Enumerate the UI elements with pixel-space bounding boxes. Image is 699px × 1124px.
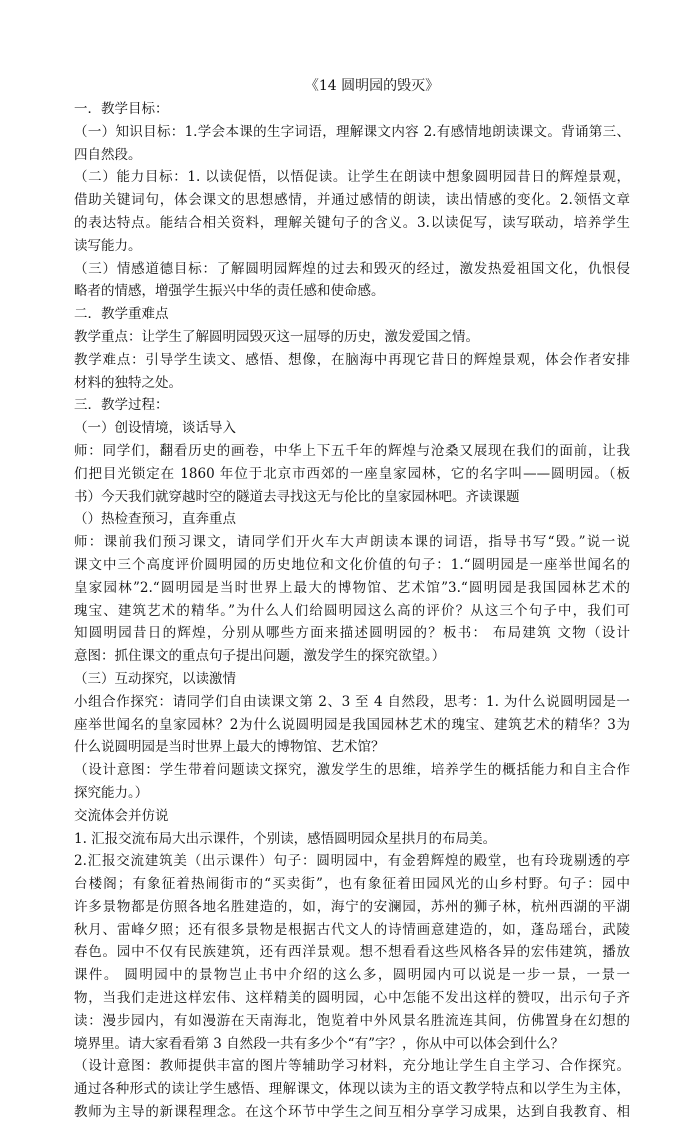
text-line: 借助关键词句，体会课文的思想感情，并通过感情的朗读，读出情感的变化。2.领悟文章 bbox=[74, 192, 630, 209]
document-body bbox=[74, 98, 630, 1124]
text-line: 三．教学过程： bbox=[74, 397, 169, 414]
text-line: 交流体会并仿说 bbox=[74, 807, 169, 824]
text-line: 知圆明园昔日的辉煌，分别从哪些方面来描述圆明园的？板书： 布局建筑 文物（设计 bbox=[74, 625, 630, 642]
text-line: （三）情感道德目标：了解圆明园辉煌的过去和毁灭的经过，激发热爱祖国文化，仇恨侵 bbox=[74, 260, 630, 277]
text-line: （二）能力目标：1. 以读促悟，以悟促读。让学生在朗读中想象圆明园昔日的辉煌景观， bbox=[74, 169, 630, 186]
text-line: 教学难点：引导学生读文、感悟、想像，在脑海中再现它昔日的辉煌景观，体会作者安排 bbox=[74, 351, 630, 368]
text-line: （设计意图：学生带着问题读文探究，激发学生的思维，培养学生的概括能力和自主合作 bbox=[74, 762, 630, 779]
text-line: 探究能力。） bbox=[74, 784, 149, 801]
text-line: （一）知识目标：1.学会本课的生字词语，理解课文内容 2.有感情地朗读课文。背诵第三、 bbox=[74, 123, 630, 140]
text-line: 书）今天我们就穿越时空的隧道去寻找这无与伦比的皇家园林吧。齐读课题 bbox=[74, 488, 520, 505]
text-line: 台楼阁；有象征着热闹街市的“买卖街”，也有象征着田园风光的山乡村野。句子：园中 bbox=[74, 876, 630, 893]
text-line: 一．教学目标： bbox=[74, 101, 169, 117]
text-line: 物，当我们走进这样宏伟、这样精美的圆明园，心中怎能不发出这样的赞叹，出示句子齐 bbox=[74, 990, 630, 1007]
text-line: 二．教学重难点 bbox=[74, 306, 169, 323]
text-line: 的表达特点。能结合相关资料，理解关键句子的含义。3.以读促写，读写联动，培养学生 bbox=[74, 214, 630, 231]
text-line: 师：同学们，翻看历史的画卷，中华上下五千年的辉煌与沧桑又展现在我们的面前，让我 bbox=[74, 442, 630, 459]
document-page bbox=[74, 74, 630, 1124]
text-line: 师：课前我们预习课文，请同学们开火车大声朗读本课的词语，指导书写“毁。”说一说 bbox=[74, 534, 630, 551]
text-line: 1. 汇报交流布局大出示课件，个别读，感悟圆明园众星拱月的布局美。 bbox=[74, 830, 497, 847]
text-line: 秋月、雷峰夕照；还有很多景物是根据古代文人的诗情画意建造的，如，蓬岛瑶台，武陵 bbox=[74, 921, 630, 938]
text-line: 2.汇报交流建筑美（出示课件）句子：圆明园中，有金碧辉煌的殿堂，也有玲珑剔透的亭 bbox=[74, 853, 630, 870]
text-line: 课文中三个高度评价圆明园的历史地位和文化价值的句子：1.“圆明园是一座举世闻名的 bbox=[74, 556, 630, 573]
text-line: 皇家园林”2.“圆明园是当时世界上最大的博物馆、艺术馆”3.“圆明园是我国园林艺术的 bbox=[74, 579, 630, 596]
text-line: 通过各种形式的读让学生感悟、理解课文，体现以读为主的语文教学特点和以学生为主体， bbox=[74, 1081, 630, 1098]
text-line: 教学重点：让学生了解圆明园毁灭这一屈辱的历史，激发爱国之情。 bbox=[74, 328, 479, 345]
text-line: 瑰宝、建筑艺术的精华。”为什么人们给圆明园这么高的评价？从这三个句子中，我们可 bbox=[74, 602, 630, 619]
text-line: （）热检查预习，直奔重点 bbox=[74, 511, 236, 528]
text-line: 教师为主导的新课程理念。在这个环节中学生之间互相分享学习成果，达到自我教育、相 bbox=[74, 1104, 630, 1121]
text-line: 略者的情感，增强学生振兴中华的责任感和使命感。 bbox=[74, 283, 385, 300]
text-line: （三）互动探究，以读激情 bbox=[74, 670, 236, 687]
text-line: 四自然段。 bbox=[74, 146, 142, 163]
text-line: 读：漫步园内，有如漫游在天南海北，饱览着中外风景名胜流连其间，仿佛置身在幻想的 bbox=[74, 1012, 630, 1029]
text-line: 课件。 圆明园中的景物岂止书中介绍的这么多，圆明园内可以说是一步一景，一景一 bbox=[74, 967, 630, 984]
text-line: 材料的独特之处。 bbox=[74, 374, 182, 391]
text-line: （一）创设情境，谈话导入 bbox=[74, 420, 236, 437]
text-line: 什么说圆明园是当时世界上最大的博物馆、艺术馆？ bbox=[74, 739, 385, 756]
text-line: 许多景物都是仿照各地名胜建造的，如，海宁的安澜园，苏州的狮子林，杭州西湖的平湖 bbox=[74, 898, 630, 915]
text-line: 小组合作探究：请同学们自由读课文第 2、3 至 4 自然段，思考：1. 为什么说圆明园是一 bbox=[74, 693, 630, 710]
text-line: （设计意图：教师提供丰富的图片等辅助学习材料，充分地让学生自主学习、合作探究。 bbox=[74, 1058, 630, 1075]
text-line: 读写能力。 bbox=[74, 237, 142, 254]
text-line: 意图：抓住课文的重点句子提出问题，激发学生的探究欲望。） bbox=[74, 648, 446, 665]
text-line: 座举世闻名的皇家园林？2为什么说圆明园是我国园林艺术的瑰宝、建筑艺术的精华？3为 bbox=[74, 716, 630, 733]
text-line: 们把目光锁定在 1860 年位于北京市西郊的一座皇家园林，它的名字叫——圆明园。（板 bbox=[74, 465, 630, 482]
text-line: 境界里。请大家看看第 3 自然段一共有多少个“有”字？，你从中可以体会到什么？ bbox=[74, 1035, 564, 1052]
document-title: 《14 圆明园的毁灭》 bbox=[304, 78, 440, 94]
text-line: 春色。园中不仅有民族建筑，还有西洋景观。想不想看看这些风格各异的宏伟建筑，播放 bbox=[74, 944, 630, 961]
